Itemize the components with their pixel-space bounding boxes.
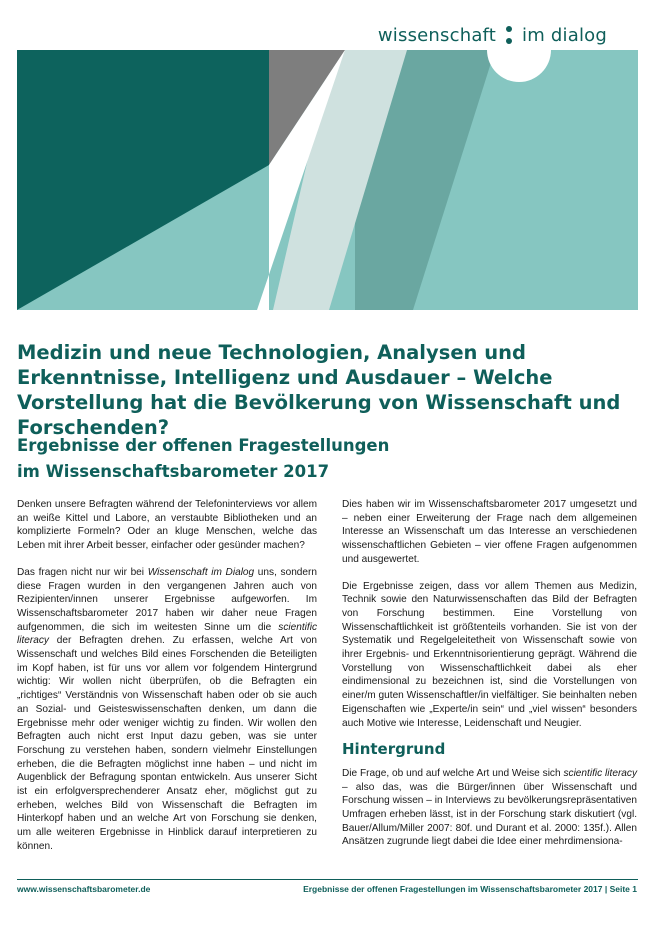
paragraph: Das fragen nicht nur wir bei Wissenschaft im Dialog uns, sondern diese Fragen wurden in den vergangenen Jahren auch von Rezipienten/innen unserer Ergebnisse aufgeworfen. Im Wissenschaftsbarometer 2017 haben wir daher neue Fragen aufgenommen, die sich im weitesten Sinne um die scientific literacy der Befragten drehen. Zu erfassen, welche Art von Wissenschaft und welches Bild eines Forschenden die Beteiligten im Kopf haben, ist für uns vor allem vor folgendem Hintergrund wichtig: Wir wollen nicht überprüfen, ob die Befragten ein „richtiges“ Verständnis von Wissenschaft haben oder ob sie auch an Sozial- und Geisteswissenschaften denken, um dann die Ergebnisse mehr oder weniger wichtig zu finden. Wir wollen den Befragten auch nicht erst Input dazu geben, was sie unter Forschung zu verstehen haben, sondern vielmehr Einstellungen erheben, die die Befragten möglichst inne haben – und nicht im Augenblick der Befragung spontan entwickeln. Aus unserer Sicht ist ein erfolgversprechenderer Ansatz eher, möglichst gut zu erheben, welches Bild von Wissenschaft die Befragten im Hinterkopf haben und an welche Art von Forschung sie denken, um alle weiteren Ergebnisse in Hinblick darauf interpretieren zu können.	[17, 566, 318, 852]
paragraph: Denken unsere Befragten während der Telefoninterviews vor allem an weiße Kittel und Labore, an verstaubte Bibliotheken und an komplizierte Formeln? Oder an kluge Menschen, welche das Leben mit ihrer Arbeit besser, einfacher oder gesünder machen?	[17, 499, 317, 552]
text-column-right	[342, 498, 637, 862]
footer-url[interactable]: www.wissenschaftsbarometer.de	[17, 884, 151, 894]
paragraph: Dies haben wir im Wissenschaftsbarometer 2017 umgesetzt und – neben einer Erweiterung der Frage nach dem allgemeinen Interesse an Wissenschaft um das Interesse an verschiedenen wissenschaftlichen Gebieten – vier offene Fragen aufgenommen und ausgewertet.	[342, 499, 637, 565]
logo-colon-icon	[506, 26, 512, 44]
section-heading: Hintergrund	[342, 740, 446, 759]
page-title: Medizin und neue Technologien, Analysen und Erkenntnisse, Intelligenz und Ausdauer – Welche Vorstellung hat die Bevölkerung von Wissenschaft und Forschenden?	[17, 341, 621, 439]
text-column-left	[17, 498, 317, 867]
subtitle-line-2: im Wissenschaftsbarometer 2017	[17, 462, 330, 481]
footer-page-info: Ergebnisse der offenen Fragestellungen im Wissenschaftsbarometer 2017 | Seite 1	[303, 884, 637, 894]
logo	[378, 20, 607, 50]
logo-text-left: wissenschaft	[377, 24, 497, 46]
hero-graphic	[17, 50, 638, 310]
paragraph: Die Ergebnisse zeigen, dass vor allem Themen aus Medizin, Technik sowie den Naturwissenschaften das Bild der Befragten von Forschung bestimmen. Eine Vorstellung von Wissenschaftlichkeit ist größtenteils vorhanden. Sie ist von der Systematik und Regelgeleitetheit von Wissenschaft sowie von ihrer Ergebnis- und Erkenntnisorientierung geprägt. Während die Vorstellung von Wissenschaftlichkeit dabei als eher eindimensional zu bezeichnen ist, sind die Vorstellungen von einer/m guten Wissenschaftler/in vielfältiger. Sie beinhalten neben Eigenschaften wie „Experte/in sein“ und „viel wissen“ besonders auch Motive wie Interesse, Leidenschaft und Neugier.	[342, 580, 637, 729]
logo-text-right: im dialog	[522, 24, 607, 46]
subtitle-line-1: Ergebnisse der offenen Fragestellungen	[17, 436, 390, 455]
footer-divider	[17, 879, 638, 880]
page-subtitle	[17, 433, 637, 485]
paragraph: Die Frage, ob und auf welche Art und Weise sich scientific literacy – also das, was die Bürger/innen über Wissenschaft und Forschung wissen – in Interviews zu bevölkerungsrepräsentativen Umfragen erheben lässt, ist in der Forschung stark diskutiert (vgl. Bauer/Allum/Miller 2007: 80f. und Durant et al. 2000: 135f.). Allen Ansätzen zugrunde liegt dabei die Idee einer mehrdimensiona-	[342, 767, 638, 848]
